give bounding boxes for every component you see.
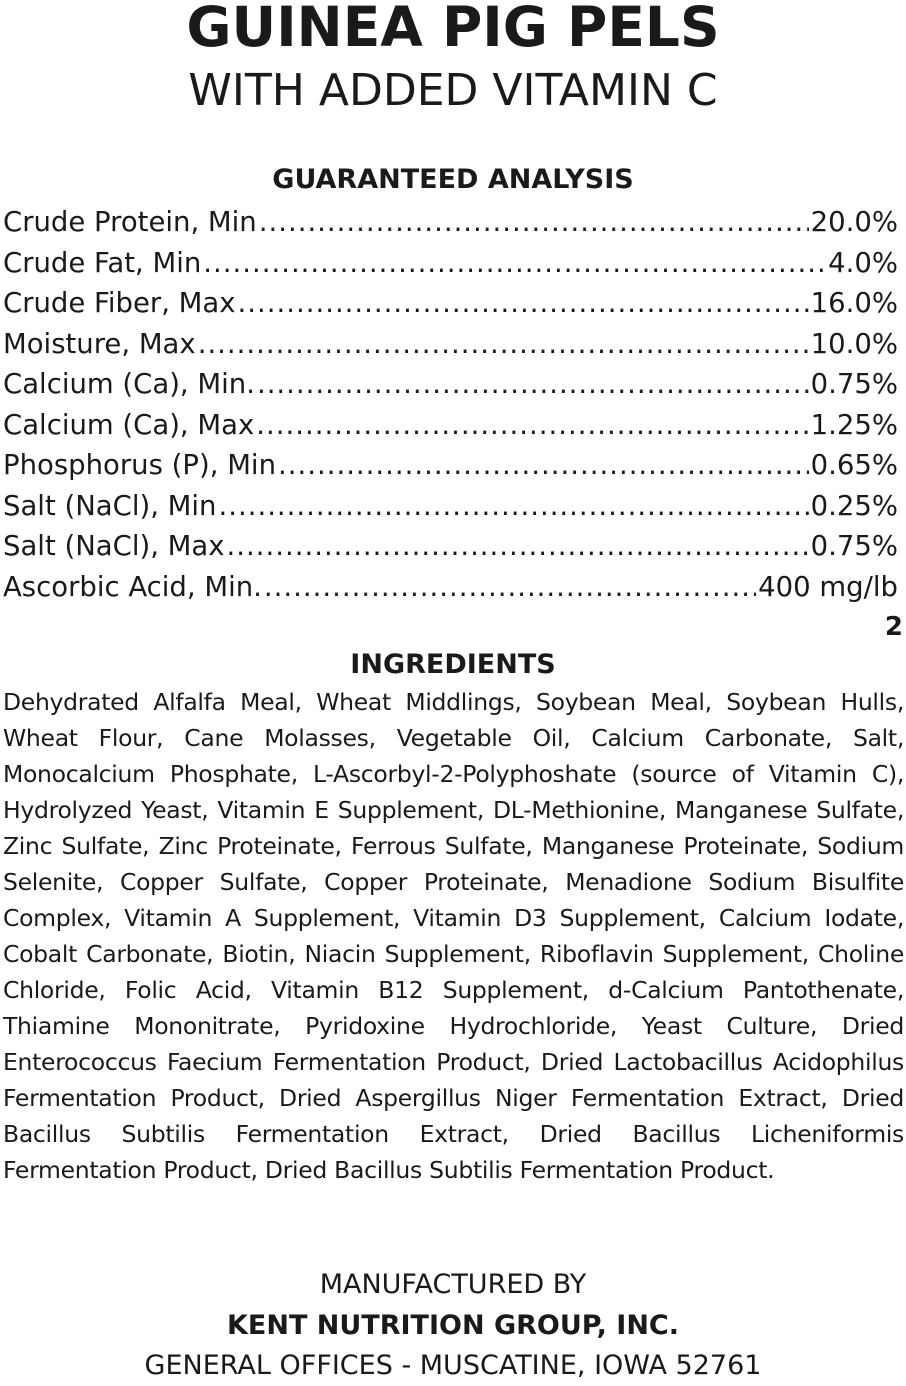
dot-leader <box>203 243 826 284</box>
manufactured-by-label: MANUFACTURED BY <box>319 1269 587 1300</box>
analysis-value: 400 mg/lb <box>758 570 898 603</box>
analysis-value: 16.0% <box>810 287 898 319</box>
analysis-label: Crude Fat, Min <box>3 246 202 279</box>
analysis-label: Salt (NaCl), Max <box>3 530 225 562</box>
analysis-row <box>3 526 898 567</box>
page-footnote-number: 2 <box>884 612 903 642</box>
guaranteed-analysis-heading: GUARANTEED ANALYSIS <box>272 164 634 195</box>
analysis-row <box>3 243 898 284</box>
analysis-row <box>3 567 898 608</box>
analysis-value: 4.0% <box>828 246 898 279</box>
analysis-value: 0.65% <box>810 449 898 481</box>
analysis-row <box>3 324 898 365</box>
dot-leader <box>218 486 808 527</box>
analysis-label: Calcium (Ca), Min. <box>3 368 255 400</box>
analysis-label: Phosphorus (P), Min <box>3 449 276 481</box>
analysis-row <box>3 283 898 324</box>
dot-leader <box>198 324 809 365</box>
ingredients-text: Dehydrated Alfalfa Meal, Wheat Middlings, Soybean Meal, Soybean Hulls, Wheat Flour, Cane Molasses, Vegetable Oil, Calcium Carbonate, Salt, Monocalcium Phosphate, L-Ascorbyl-2-Polyphoshate (source of Vitamin C), Hydrolyzed Yeast, Vitamin E Supplement, DL-Methionine, Manganese Sulfate, Zinc Sulfate, Zinc Proteinate, Ferrous Sulfate, Manganese Proteinate, Sodium Selenite, Copper Sulfate, Copper Proteinate, Menadione Sodium Bisulfite Complex, Vitamin A Supplement, Vitamin D3 Supplement, Calcium Iodate, Cobalt Carbonate, Biotin, Niacin Supplement, Riboflavin Supplement, Choline Chloride, Folic Acid, Vitamin B12 Supplement, d-Calcium Pantothenate, Thiamine Mononitrate, Pyridoxine Hydrochloride, Yeast Culture, Dried Enterococcus Faecium Fermentation Product, Dried Lactobacillus Acidophilus Fermentation Product, Dried Aspergillus Niger Fermentation Extract, Dried Bacillus Subtilis Fermentation Extract, Dried Bacillus Licheniformis Fermentation Product, Dried Bacillus Subtilis Fermentation Product. <box>3 688 904 1184</box>
analysis-label: Calcium (Ca), Max <box>3 408 255 441</box>
guaranteed-analysis-list <box>3 202 898 607</box>
product-title: GUINEA PIG PELS <box>186 0 720 59</box>
manufacturer-name: KENT NUTRITION GROUP, INC. <box>227 1310 679 1341</box>
analysis-label: Crude Protein, Min <box>3 206 257 238</box>
dot-leader <box>278 445 809 486</box>
analysis-value: 1.25% <box>810 408 898 441</box>
analysis-row <box>3 445 898 486</box>
dot-leader <box>256 405 808 446</box>
analysis-value: 0.75% <box>810 530 898 562</box>
analysis-value: 20.0% <box>810 206 898 238</box>
ingredients-heading: INGREDIENTS <box>350 649 556 680</box>
dot-leader <box>227 526 809 567</box>
analysis-row <box>3 486 898 527</box>
dot-leader <box>257 364 809 405</box>
dot-leader <box>264 567 756 608</box>
analysis-label: Crude Fiber, Max <box>3 287 236 319</box>
analysis-label: Salt (NaCl), Min <box>3 489 217 522</box>
analysis-label: Ascorbic Acid, Min. <box>3 570 262 603</box>
dot-leader <box>238 283 809 324</box>
analysis-row <box>3 202 898 243</box>
manufacturer-address: GENERAL OFFICES - MUSCATINE, IOWA 52761 <box>144 1350 762 1381</box>
analysis-row <box>3 364 898 405</box>
analysis-value: 10.0% <box>810 327 898 360</box>
product-subtitle: WITH ADDED VITAMIN C <box>188 65 718 116</box>
analysis-value: 0.75% <box>810 368 898 400</box>
analysis-value: 0.25% <box>810 489 898 522</box>
analysis-row <box>3 405 898 446</box>
analysis-label: Moisture, Max <box>3 327 196 360</box>
dot-leader <box>259 202 809 243</box>
